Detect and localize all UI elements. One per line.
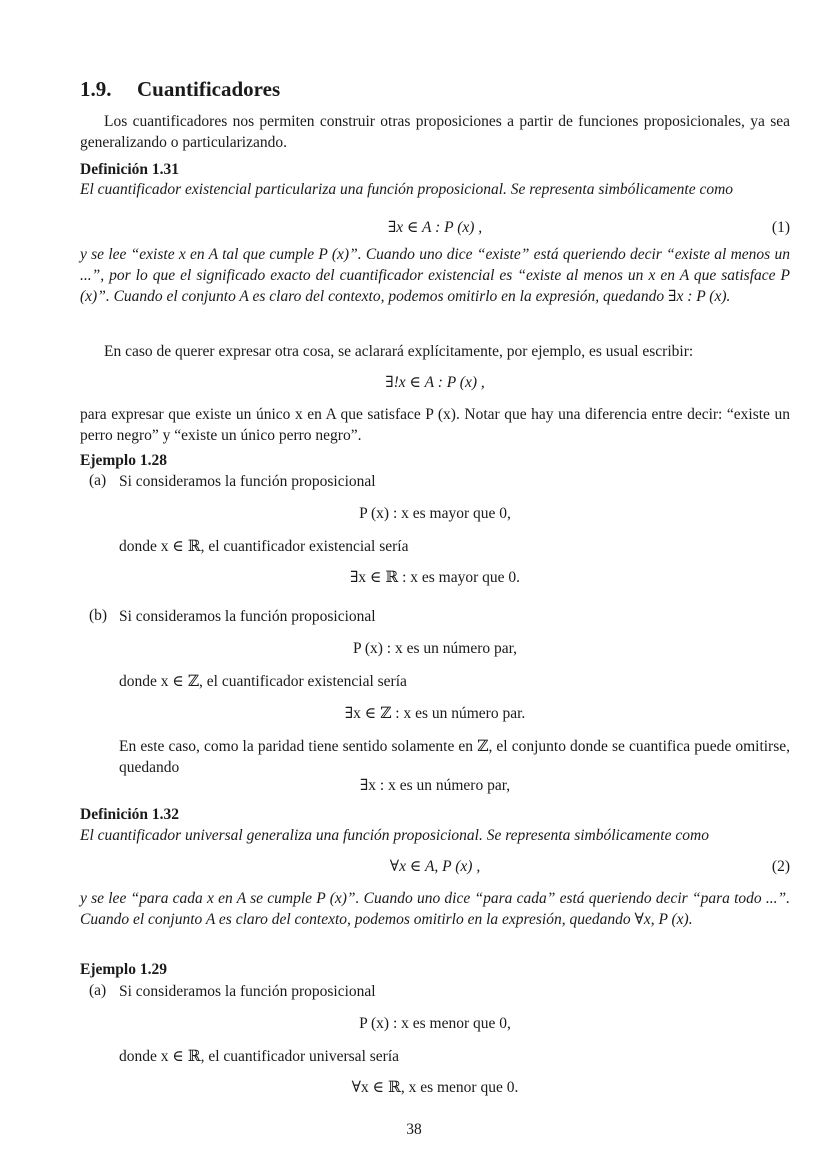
intro-paragraph: Los cuantificadores nos permiten construir otras proposiciones a partir de funciones proposicionales, ya sea generalizando o particularizando. <box>80 113 790 151</box>
section-title: Cuantificadores <box>137 77 281 101</box>
definition-1-31-explanation: y se lee “existe x en A tal que cumple P (x)”. Cuando uno dice “existe” está queriendo decir “existe al menos un ...”, por lo que el significado exacto del cuantificador existencial es “existe al menos un x en A que satisface P (x)”. Cuando el conjunto A es claro del contexto, podemos omitirlo en la expresión, quedando ∃x : P (x). <box>80 246 790 305</box>
example-1-28-b-equation-2: ∃x ∈ ℤ : x es un número par. <box>344 705 526 722</box>
example-1-29-a-equation-1: P (x) : x es menor que 0, <box>359 1015 511 1032</box>
paragraph-unique: para expresar que existe un único x en A que satisface P (x). Notar que hay una diferencia entre decir: “existe un perro negro” y “existe un único perro negro”. <box>80 406 790 444</box>
definition-1-31-label: Definición 1.31 <box>80 161 180 178</box>
example-1-28-a-equation-2: ∃x ∈ ℝ : x es mayor que 0. <box>349 569 521 586</box>
example-1-28-b-equation-3: ∃x : x es un número par, <box>359 777 511 794</box>
definition-1-32-explanation: y se lee “para cada x en A se cumple P (x)”. Cuando uno dice “para cada” está queriendo decir “para todo ...”. Cuando el conjunto A es claro del contexto, podemos omitirlo en la expresión, quedando ∀x, P (x). <box>80 890 790 928</box>
example-1-28-item-b-text: Si consideramos la función proposicional <box>119 608 376 625</box>
example-1-28-item-a-text: Si consideramos la función proposicional <box>119 473 376 490</box>
page-number: 38 <box>406 1121 422 1138</box>
equation-2-number: (2) <box>771 858 790 875</box>
example-1-29-item-a-text: Si consideramos la función proposicional <box>119 983 376 1000</box>
example-1-28-a-text-2: donde x ∈ ℝ, el cuantificador existencial sería <box>119 538 409 555</box>
example-1-28-b-text-3: En este caso, como la paridad tiene sentido solamente en ℤ, el conjunto donde se cuantifica puede omitirse, quedando <box>119 738 790 776</box>
example-1-28-a-equation-1: P (x) : x es mayor que 0, <box>359 505 511 522</box>
definition-1-31-text: El cuantificador existencial particulariza una función proposicional. Se representa simbólicamente como <box>80 181 734 198</box>
equation-1: ∃x ∈ A : P (x) , <box>387 219 483 236</box>
section-heading <box>80 76 280 102</box>
definition-1-32-label: Definición 1.32 <box>80 806 180 823</box>
example-1-29-item-a-marker: (a) <box>89 982 107 999</box>
example-1-29-a-text-2: donde x ∈ ℝ, el cuantificador universal sería <box>119 1048 400 1065</box>
example-1-28-b-equation-1: P (x) : x es un número par, <box>352 640 518 657</box>
example-1-28-b-text-2: donde x ∈ ℤ, el cuantificador existencial sería <box>119 673 407 690</box>
equation-1-number: (1) <box>771 219 790 236</box>
equation-unique-existence: ∃!x ∈ A : P (x) , <box>385 374 485 391</box>
equation-2: ∀x ∈ A, P (x) , <box>389 858 481 875</box>
example-1-29-label: Ejemplo 1.29 <box>80 961 167 978</box>
example-1-28-item-a-marker: (a) <box>89 472 107 489</box>
example-1-28-label: Ejemplo 1.28 <box>80 452 167 469</box>
section-number: 1.9. <box>80 77 112 101</box>
definition-1-32-text: El cuantificador universal generaliza una función proposicional. Se representa simbólicamente como <box>80 827 709 844</box>
paragraph-other-case: En caso de querer expresar otra cosa, se aclarará explícitamente, por ejemplo, es usual escribir: <box>104 343 694 360</box>
example-1-29-a-equation-2: ∀x ∈ ℝ, x es menor que 0. <box>351 1079 519 1096</box>
example-1-28-item-b-marker: (b) <box>89 607 108 624</box>
